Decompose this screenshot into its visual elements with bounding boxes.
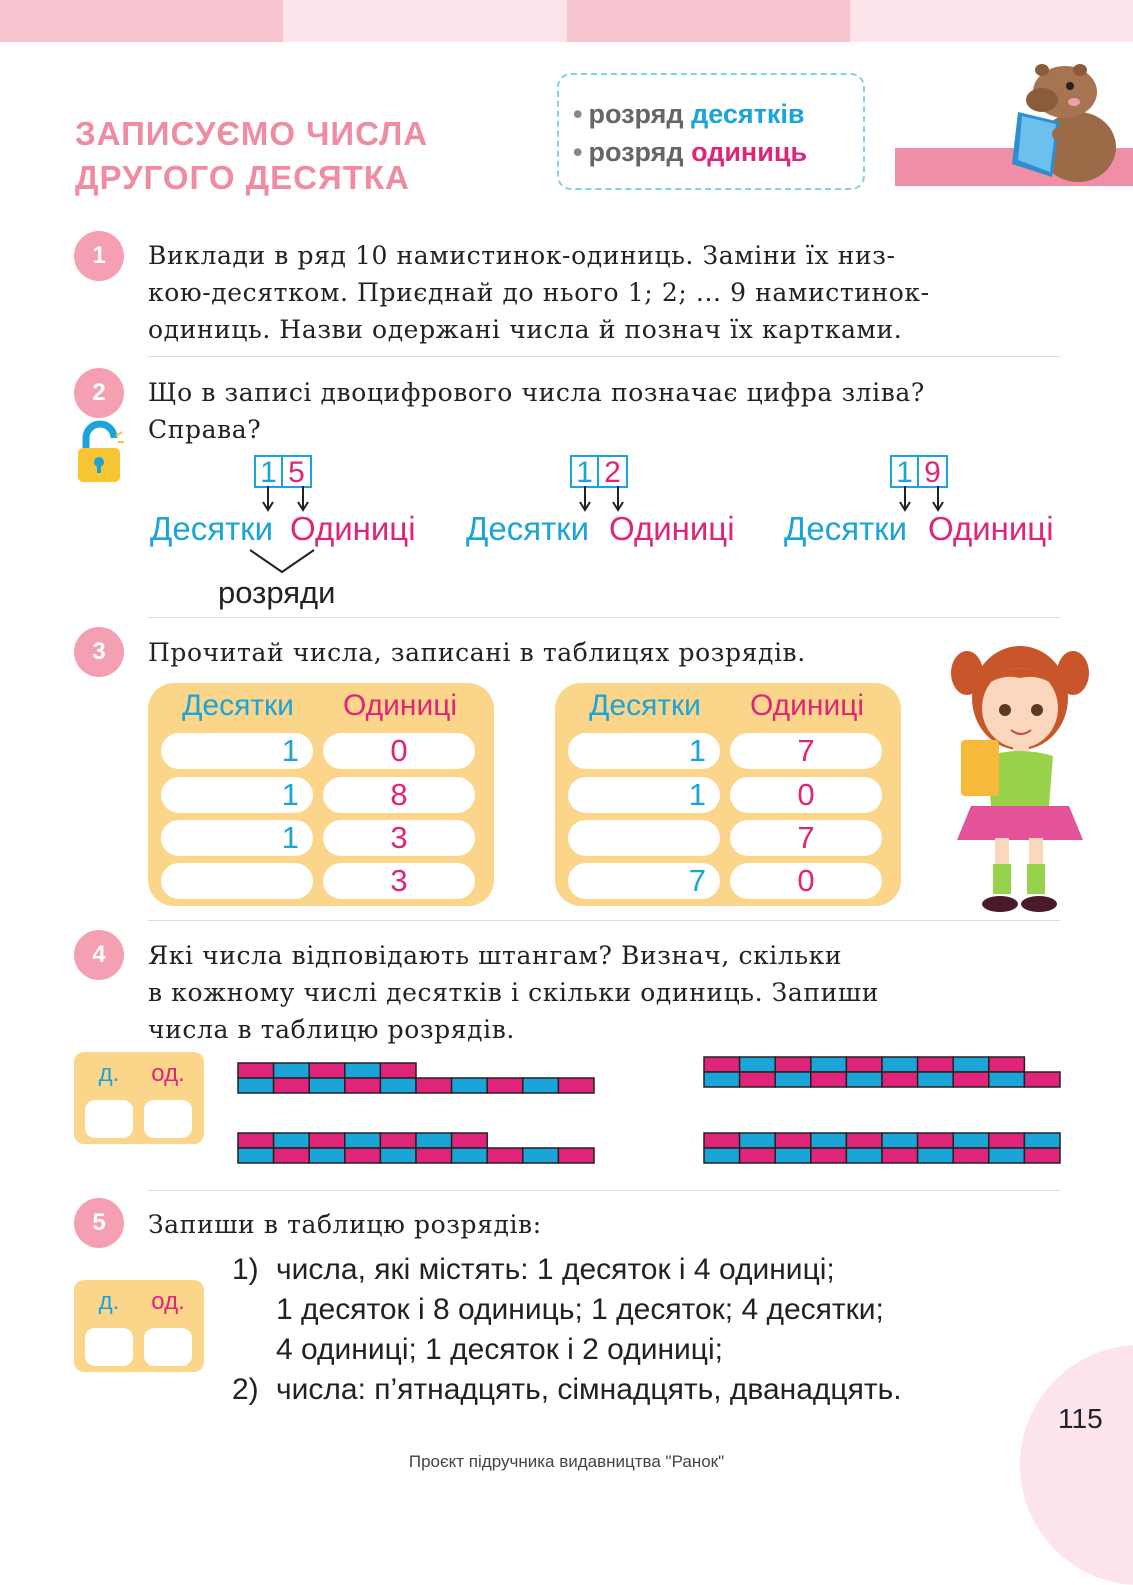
- tens-rod-segment: [380, 1078, 416, 1093]
- tens-rod-segment: [274, 1148, 310, 1163]
- tens-rod-segment: [238, 1063, 274, 1078]
- text-line: Справа?: [148, 415, 262, 444]
- tens-rod-segment: [704, 1133, 740, 1148]
- mini-place-table: [74, 1052, 204, 1144]
- lock-icon: [76, 420, 124, 484]
- table-cell: 1: [161, 820, 313, 856]
- text-line: Виклади в ряд 10 намистинок-одиниць. Заміни їх низ-: [148, 241, 896, 270]
- bead-bar: [238, 1063, 594, 1093]
- bead-bar: [704, 1057, 1060, 1087]
- page-title: [75, 112, 495, 200]
- tens-rod-segment: [953, 1057, 989, 1072]
- divider: [148, 356, 1060, 357]
- tens-rod-segment: [811, 1057, 847, 1072]
- tens-rod-segment: [953, 1133, 989, 1148]
- tens-rod-segment: [274, 1063, 310, 1078]
- tens-rod-segment: [846, 1133, 882, 1148]
- text-line: в кожному числі десятків і скільки одиниць. Запиши: [148, 978, 879, 1007]
- tens-rod-segment: [416, 1148, 452, 1163]
- task-4-text: [148, 937, 1068, 1048]
- tens-rod-segment: [238, 1133, 274, 1148]
- page-number: 115: [1058, 1403, 1103, 1434]
- unit-bead: [558, 1148, 594, 1163]
- mini-header-tens: д.: [98, 1060, 120, 1087]
- tens-rod-segment: [380, 1063, 416, 1078]
- girl-with-book-illustration: [945, 628, 1095, 918]
- task-number-badge: 1: [74, 231, 124, 281]
- number-card-12: [570, 455, 628, 488]
- key-term-word: десятків: [691, 99, 805, 129]
- tens-rod-segment: [452, 1148, 488, 1163]
- tens-rod-segment: [918, 1148, 954, 1163]
- tens-rod-segment: [309, 1078, 345, 1093]
- table-cell: 3: [323, 820, 475, 856]
- tens-rod-segment: [811, 1133, 847, 1148]
- key-terms-box: [557, 73, 865, 190]
- place-value-table-1: [148, 683, 494, 906]
- unit-bead: [416, 1078, 452, 1093]
- footer-note: Проєкт підручника видавництва "Ранок": [408, 1452, 725, 1471]
- capybara-mascot-illustration: [1010, 52, 1120, 182]
- tens-rod-segment: [953, 1148, 989, 1163]
- tens-rod-segment: [704, 1072, 740, 1087]
- task-3-text: Прочитай числа, записані в таблицях розрядів.: [148, 638, 806, 667]
- task-5-list: [232, 1250, 902, 1410]
- tens-rod-segment: [274, 1078, 310, 1093]
- table-cell: 3: [323, 863, 475, 899]
- key-term-prefix: розряд: [588, 99, 684, 129]
- tens-rod-segment: [775, 1057, 811, 1072]
- list-item: [232, 1250, 902, 1370]
- top-band-1: [0, 0, 283, 42]
- tens-label: Десятки: [784, 510, 908, 547]
- text-line: числа в таблицю розрядів.: [148, 1015, 515, 1044]
- tens-label: Десятки: [466, 510, 590, 547]
- tens-rod-segment: [882, 1057, 918, 1072]
- tens-rod-segment: [775, 1133, 811, 1148]
- mini-header-units: од.: [151, 1060, 185, 1087]
- tens-rod-segment: [989, 1072, 1025, 1087]
- task-number-badge: 4: [74, 930, 124, 980]
- tens-rod-segment: [452, 1133, 488, 1148]
- units-label: Одиниці: [609, 510, 735, 547]
- tens-label: Десятки: [150, 510, 274, 547]
- units-digit: 2: [599, 455, 628, 488]
- tens-rod-segment: [1024, 1133, 1060, 1148]
- unit-bead: [558, 1078, 594, 1093]
- table-cell: 1: [161, 777, 313, 813]
- tens-rod-segment: [238, 1078, 274, 1093]
- tens-rod-segment: [704, 1148, 740, 1163]
- table-header-tens: Десятки: [182, 689, 294, 722]
- tens-digit: 1: [254, 455, 283, 488]
- tens-rod-segment: [918, 1057, 954, 1072]
- mini-header-units: од.: [151, 1288, 185, 1315]
- tens-rod-segment: [380, 1133, 416, 1148]
- ranks-label: розряди: [218, 575, 336, 610]
- tens-rod-segment: [811, 1072, 847, 1087]
- tens-rod-segment: [309, 1063, 345, 1078]
- tens-digit: 1: [890, 455, 919, 488]
- top-band-3: [567, 0, 850, 42]
- answer-cell-tens[interactable]: [85, 1328, 133, 1366]
- number-card-15: [254, 455, 312, 488]
- answer-cell-tens[interactable]: [85, 1100, 133, 1138]
- divider: [148, 617, 1060, 618]
- tens-rod-segment: [704, 1057, 740, 1072]
- text-line: числа, які містять: 1 десяток і 4 одиниці;: [276, 1253, 835, 1286]
- table-cell: 1: [568, 733, 720, 769]
- units-label: Одиниці: [928, 510, 1054, 547]
- text-line: Які числа відповідають штангам? Визнач, скільки: [148, 941, 843, 970]
- table-cell: 0: [730, 777, 882, 813]
- task-5-text: Запиши в таблицю розрядів:: [148, 1210, 542, 1239]
- unit-bead: [523, 1148, 559, 1163]
- tens-rod-segment: [345, 1148, 381, 1163]
- tens-rod-segment: [416, 1133, 452, 1148]
- table-header-units: Одиниці: [342, 689, 458, 722]
- table-cell: 8: [323, 777, 475, 813]
- tens-rod-segment: [775, 1072, 811, 1087]
- bullet: •: [573, 99, 583, 129]
- title-line-2: ДРУГОГО ДЕСЯТКА: [75, 159, 410, 196]
- number-card-19: [890, 455, 948, 488]
- list-marker: 1): [232, 1253, 259, 1286]
- tens-rod-segment: [846, 1072, 882, 1087]
- list-item: [232, 1370, 902, 1410]
- table-cell: 7: [730, 733, 882, 769]
- tens-rod-segment: [740, 1072, 776, 1087]
- tens-rod-segment: [238, 1148, 274, 1163]
- top-band-2: [283, 0, 567, 42]
- tens-rod-segment: [345, 1078, 381, 1093]
- tens-rod-segment: [989, 1133, 1025, 1148]
- divider: [148, 1190, 1060, 1191]
- tens-rod-segment: [345, 1133, 381, 1148]
- tens-rod-segment: [811, 1148, 847, 1163]
- task-number-badge: 5: [74, 1198, 124, 1248]
- tens-rod-segment: [882, 1148, 918, 1163]
- unit-bead: [487, 1148, 523, 1163]
- tens-rod-segment: [918, 1133, 954, 1148]
- table-cell: 7: [730, 820, 882, 856]
- tens-rod-segment: [740, 1133, 776, 1148]
- text-line: 1 десяток і 8 одиниць; 1 десяток; 4 десятки;: [276, 1293, 884, 1326]
- tens-digit: 1: [570, 455, 599, 488]
- table-cell: 0: [323, 733, 475, 769]
- table-cell: 0: [730, 863, 882, 899]
- text-line: Що в записі двоцифрового числа позначає цифра зліва?: [148, 378, 925, 407]
- tens-rod-segment: [882, 1133, 918, 1148]
- answer-cell-units[interactable]: [144, 1328, 192, 1366]
- task-number-badge: 3: [74, 627, 124, 677]
- divider: [148, 920, 1060, 921]
- tens-rod-segment: [882, 1072, 918, 1087]
- tens-rod-segment: [740, 1057, 776, 1072]
- tens-rod-segment: [309, 1133, 345, 1148]
- table-header-tens: Десятки: [589, 689, 701, 722]
- table-header-units: Одиниці: [749, 689, 865, 722]
- table-cell: 1: [161, 733, 313, 769]
- tens-rod-segment: [740, 1148, 776, 1163]
- bead-bar: [704, 1133, 1060, 1163]
- unit-bead: [452, 1078, 488, 1093]
- units-digit: 5: [283, 455, 312, 488]
- key-term-tens: [573, 99, 804, 130]
- top-band-4: [850, 0, 1133, 42]
- units-digit: 9: [919, 455, 948, 488]
- tens-rod-segment: [380, 1148, 416, 1163]
- task-number-badge: 2: [74, 368, 124, 418]
- mini-header-tens: д.: [98, 1288, 120, 1315]
- tens-rod-segment: [274, 1133, 310, 1148]
- key-term-word: одиниць: [691, 137, 808, 167]
- tens-rod-segment: [989, 1057, 1025, 1072]
- task-2-text: [148, 374, 1068, 448]
- tens-rod-segment: [989, 1148, 1025, 1163]
- table-cell: [568, 820, 720, 856]
- text-line: 4 одиниці; 1 десяток і 2 одиниці;: [276, 1333, 723, 1366]
- table-cell: [161, 863, 313, 899]
- unit-bead: [1024, 1072, 1060, 1087]
- tens-rod-segment: [918, 1072, 954, 1087]
- unit-bead: [487, 1078, 523, 1093]
- tens-rod-segment: [1024, 1148, 1060, 1163]
- place-value-table-2: [555, 683, 901, 906]
- ranks-brace: [240, 548, 330, 578]
- table-cell: 7: [568, 863, 720, 899]
- tens-rod-segment: [846, 1148, 882, 1163]
- list-marker: 2): [232, 1373, 259, 1406]
- task-1-text: [148, 237, 1068, 348]
- bead-bar: [238, 1133, 594, 1163]
- key-term-prefix: розряд: [588, 137, 684, 167]
- text-line: одиниць. Назви одержані числа й познач їх картками.: [148, 315, 903, 344]
- tens-rod-segment: [775, 1148, 811, 1163]
- bullet: •: [573, 137, 583, 167]
- units-label: Одиниці: [290, 510, 416, 547]
- tens-rod-segment: [953, 1072, 989, 1087]
- answer-cell-units[interactable]: [144, 1100, 192, 1138]
- text-line: кою-десятком. Приєднай до нього 1; 2; ... 9 намистинок-: [148, 278, 930, 307]
- title-line-1: ЗАПИСУЄМО ЧИСЛА: [75, 115, 429, 152]
- tens-rod-segment: [309, 1148, 345, 1163]
- table-cell: 1: [568, 777, 720, 813]
- tens-rod-segment: [345, 1063, 381, 1078]
- unit-bead: [523, 1078, 559, 1093]
- tens-rod-segment: [846, 1057, 882, 1072]
- text-line: числа: п’ятнадцять, сімнадцять, дванадцять.: [276, 1373, 902, 1406]
- mini-place-table: [74, 1280, 204, 1372]
- key-term-units: [573, 137, 807, 168]
